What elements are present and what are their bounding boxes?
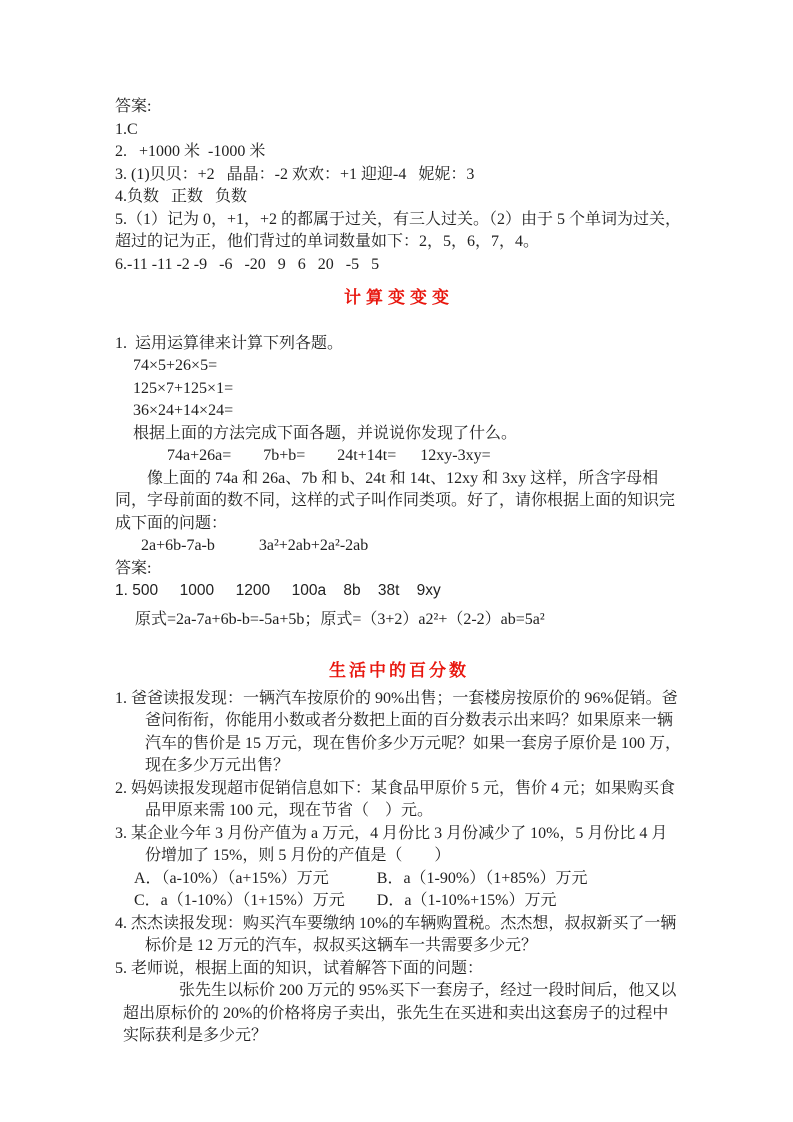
section-heading-percentage: 生活中的百分数 — [329, 661, 469, 680]
calc-expression-2: 125×7+125×1= — [133, 379, 234, 397]
question-3-options-cd: C．a（1-10%）（1+15%）万元 D．a（1-10%+15%）万元 — [134, 892, 557, 909]
algebra-problems-row: 2a+6b-7a-b 3a²+2ab+2a²-2ab — [141, 537, 369, 554]
section-heading-calculation: 计算变变变 — [344, 288, 454, 307]
percent-question-3: 3. 某企业今年 3 月份产值为 a 万元，4 月份比 3 月份减少了 10%，5 月份比 4 月份增加了 15%，则 5 月份的产值是（ ） — [115, 824, 668, 864]
calc-instruction: 根据上面的方法完成下面各题，并说说你发现了什么。 — [133, 424, 518, 442]
question-3-options-ab: A．（a-10%）（a+15%）万元 B．a（1-90%）（1+85%）万元 — [134, 869, 588, 887]
answers-label: 答案: — [115, 98, 152, 115]
section-negative-number-answers — [115, 96, 683, 276]
answer-item-4: 4.负数 正数 负数 — [115, 188, 248, 205]
calc-expression-3: 36×24+14×24= — [133, 402, 234, 419]
answer-item-3: 3. (1)贝贝：+2 晶晶：-2 欢欢：+1 迎迎-4 妮妮：3 — [115, 165, 475, 183]
calc-answer-row-2: 原式=2a-7a+6b-b=-5a+5b；原式=（3+2）a2²+（2-2）ab=5a² — [135, 610, 545, 628]
percent-question-4: 4. 杰杰读报发现：购买汽车要缴纳 10%的车辆购置税。杰杰想，叔叔新买了一辆标价是 12 万元的汽车，叔叔买这辆车一共需要多少元？ — [115, 914, 677, 954]
answer-item-1: 1.C — [115, 120, 138, 138]
percent-question-2: 2. 妈妈读报发现超市促销信息如下：某食品甲原价 5 元，售价 4 元；如果购买食品甲原来需 100 元，现在节省（ ）元。 — [115, 779, 676, 819]
answer-item-5: 5.（1）记为 0，+1，+2 的都属于过关，有三人过关。（2）由于 5 个单词为过关，超过的记为正，他们背过的单词数量如下：2，5，6，7，4。 — [115, 210, 682, 250]
section-calculation — [115, 333, 683, 632]
question-5-word-problem: 张先生以标价 200 万元的 95%买下一套房子，经过一段时间后，他又以超出原标价的 20%的价格将房子卖出，张先生在买进和卖出这套房子的过程中实际获利是多少元？ — [123, 982, 677, 1044]
calc-answers-label: 答案: — [115, 559, 152, 577]
percent-question-1: 1. 爸爸读报发现：一辆汽车按原价的 90%出售；一套楼房按原价的 96%促销。爸爸问衔衔，你能用小数或者分数把上面的百分数表示出来吗？如果原来一辆汽车的售价是 15 万元，现在售价多少万元呢？如果一套房子原价是 100 万，现在多少万元出售？ — [115, 689, 682, 774]
percent-question-5: 5. 老师说，根据上面的知识，试着解答下面的问题： — [115, 959, 484, 977]
like-terms-explanation: 像上面的 74a 和 26a、7b 和 b、24t 和 14t、12xy 和 3xy 这样，所含字母相同，字母前面的数不同，这样的式子叫作同类项。好了，请你根据上面的知识完成下面的问题： — [115, 469, 676, 532]
algebra-expression-row: 74a+26a= 7b+b= 24t+14t= 12xy-3xy= — [167, 447, 491, 464]
calc-question-1: 1. 运用运算律来计算下列各题。 — [115, 334, 344, 352]
calc-expression-1: 74×5+26×5= — [133, 357, 218, 374]
section-percentage — [115, 688, 683, 1048]
calc-answer-row-1: 1. 500 1000 1200 100a 8b 38t 9xy — [115, 582, 441, 599]
answer-item-6: 6.-11 -11 -2 -9 -6 -20 9 6 20 -5 5 — [115, 255, 380, 273]
answer-item-2: 2. +1000 米 -1000 米 — [115, 143, 266, 160]
